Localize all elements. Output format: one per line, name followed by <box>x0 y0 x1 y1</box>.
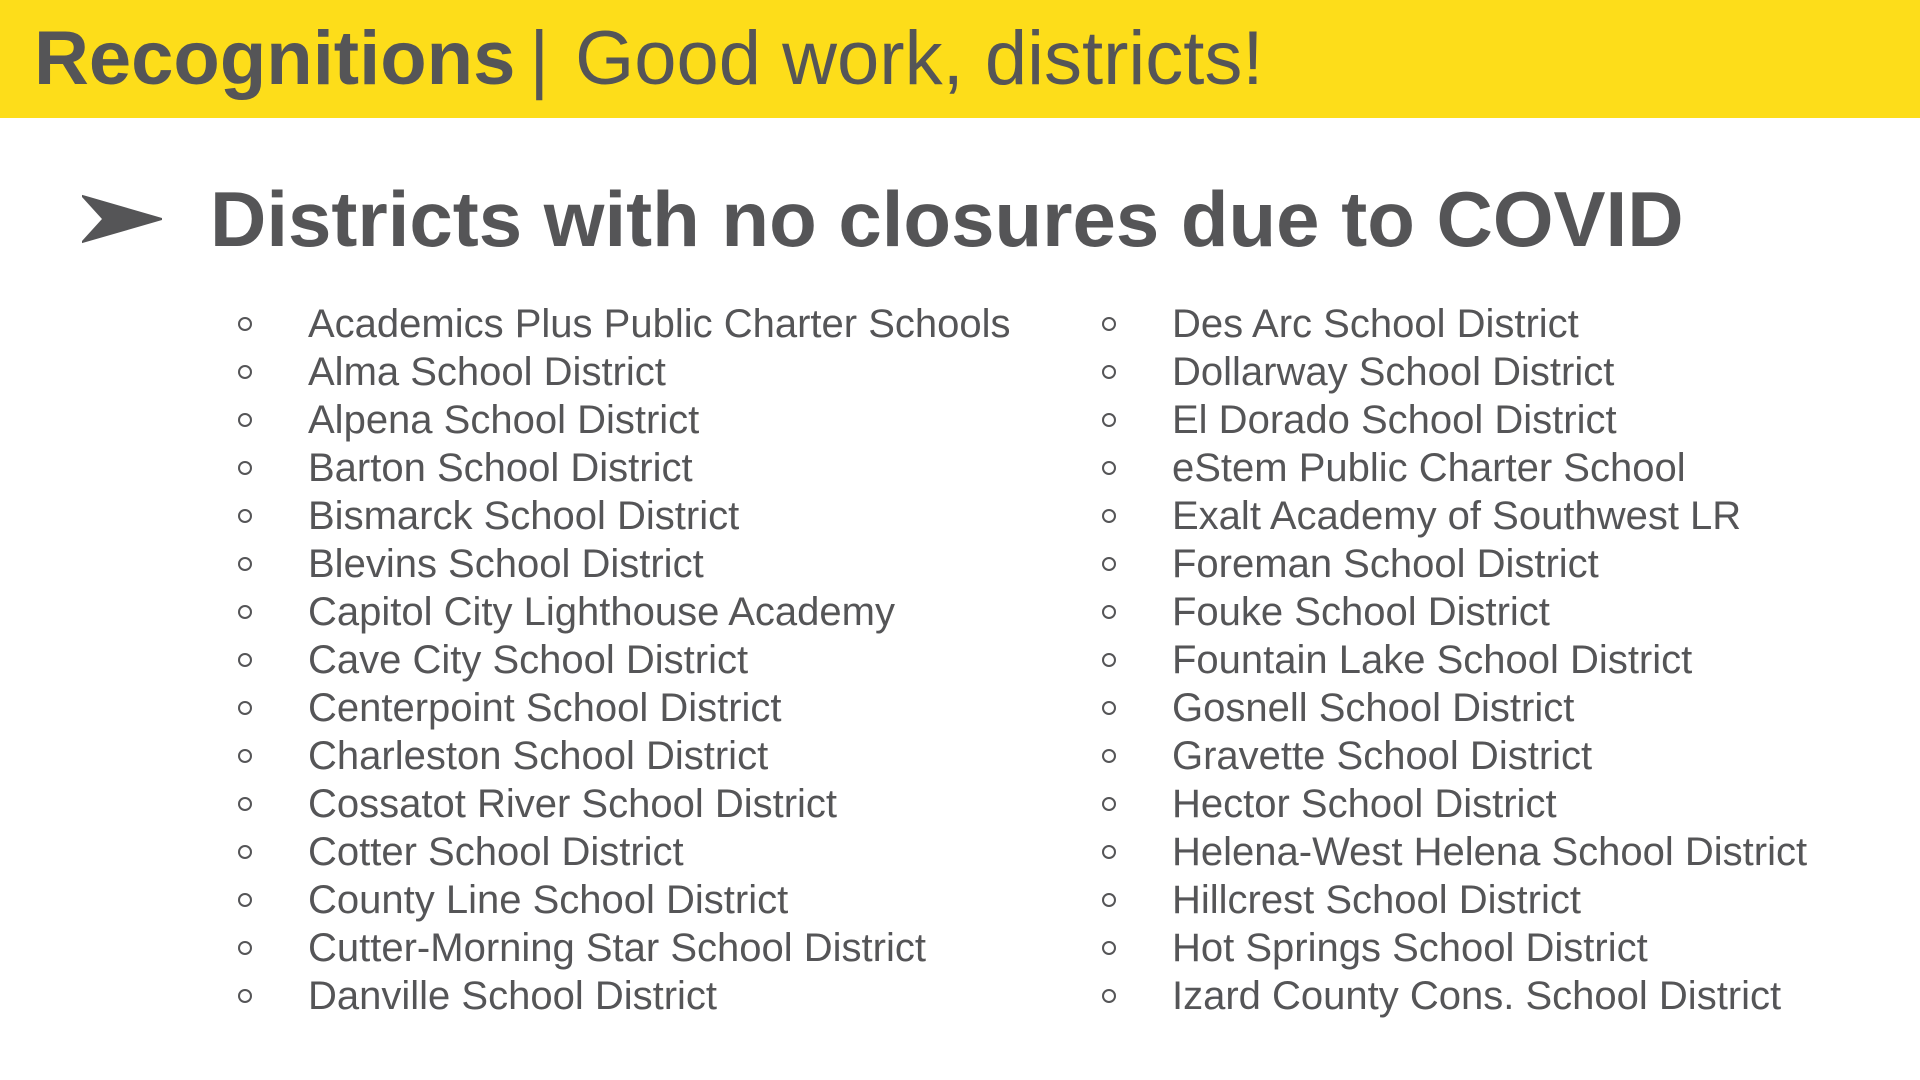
district-name: eStem Public Charter School <box>1172 446 1686 490</box>
list-item <box>230 924 1011 972</box>
district-name: Alma School District <box>308 350 666 394</box>
hollow-circle-icon <box>1102 749 1116 763</box>
list-item <box>1094 636 1807 684</box>
hollow-circle-icon <box>238 413 252 427</box>
district-name: Academics Plus Public Charter Schools <box>308 302 1011 346</box>
district-name: Hillcrest School District <box>1172 878 1581 922</box>
hollow-circle-icon <box>1102 365 1116 379</box>
hollow-circle-icon <box>238 893 252 907</box>
list-item <box>1094 540 1807 588</box>
district-name: Alpena School District <box>308 398 700 442</box>
list-item <box>230 876 1011 924</box>
list-item <box>1094 492 1807 540</box>
section-heading: Districts with no closures due to COVID <box>210 175 1684 263</box>
list-item <box>230 348 1011 396</box>
hollow-circle-icon <box>238 845 252 859</box>
section-heading-row <box>82 175 1684 263</box>
hollow-circle-icon <box>1102 701 1116 715</box>
district-name: Blevins School District <box>308 542 704 586</box>
list-item <box>230 828 1011 876</box>
district-name: Fountain Lake School District <box>1172 638 1693 682</box>
hollow-circle-icon <box>238 509 252 523</box>
hollow-circle-icon <box>238 365 252 379</box>
hollow-circle-icon <box>238 317 252 331</box>
hollow-circle-icon <box>238 749 252 763</box>
list-item <box>230 396 1011 444</box>
list-item <box>1094 924 1807 972</box>
district-name: Helena-West Helena School District <box>1172 830 1808 874</box>
hollow-circle-icon <box>1102 317 1116 331</box>
district-name: Gravette School District <box>1172 734 1593 778</box>
district-name: Cotter School District <box>308 830 684 874</box>
district-name: Foreman School District <box>1172 542 1599 586</box>
district-name: Hector School District <box>1172 782 1557 826</box>
hollow-circle-icon <box>238 989 252 1003</box>
district-name: El Dorado School District <box>1172 398 1617 442</box>
list-item <box>230 972 1011 1020</box>
district-name: Cave City School District <box>308 638 749 682</box>
list-item <box>1094 876 1807 924</box>
list-item <box>1094 348 1807 396</box>
hollow-circle-icon <box>238 941 252 955</box>
district-name: Barton School District <box>308 446 693 490</box>
district-name: Fouke School District <box>1172 590 1550 634</box>
list-item <box>1094 828 1807 876</box>
list-item <box>230 636 1011 684</box>
list-item <box>1094 780 1807 828</box>
header-bold-label: Recognitions <box>34 16 516 101</box>
district-name: Hot Springs School District <box>1172 926 1648 970</box>
arrowhead-icon <box>82 191 162 247</box>
hollow-circle-icon <box>238 797 252 811</box>
list-item <box>1094 588 1807 636</box>
list-item <box>230 540 1011 588</box>
list-item <box>230 684 1011 732</box>
district-name: Dollarway School District <box>1172 350 1615 394</box>
district-list-left <box>230 300 1011 1020</box>
list-item <box>1094 972 1807 1020</box>
district-name: Exalt Academy of Southwest LR <box>1172 494 1742 538</box>
list-item <box>230 780 1011 828</box>
district-name: Bismarck School District <box>308 494 740 538</box>
header-title-text: Good work, districts! <box>575 16 1264 101</box>
list-item <box>230 492 1011 540</box>
hollow-circle-icon <box>1102 653 1116 667</box>
hollow-circle-icon <box>1102 509 1116 523</box>
hollow-circle-icon <box>1102 413 1116 427</box>
list-item <box>1094 732 1807 780</box>
hollow-circle-icon <box>1102 557 1116 571</box>
district-name: County Line School District <box>308 878 789 922</box>
hollow-circle-icon <box>238 461 252 475</box>
district-name: Izard County Cons. School District <box>1172 974 1782 1018</box>
list-item <box>230 300 1011 348</box>
hollow-circle-icon <box>238 701 252 715</box>
hollow-circle-icon <box>1102 893 1116 907</box>
hollow-circle-icon <box>1102 989 1116 1003</box>
hollow-circle-icon <box>1102 605 1116 619</box>
header-bar <box>0 0 1920 118</box>
list-item <box>1094 300 1807 348</box>
hollow-circle-icon <box>238 557 252 571</box>
district-name: Charleston School District <box>308 734 769 778</box>
hollow-circle-icon <box>1102 461 1116 475</box>
header-title <box>34 16 1264 101</box>
district-list-right <box>1094 300 1807 1020</box>
district-name: Cutter-Morning Star School District <box>308 926 926 970</box>
hollow-circle-icon <box>1102 797 1116 811</box>
district-name: Danville School District <box>308 974 718 1018</box>
district-name: Des Arc School District <box>1172 302 1579 346</box>
list-item <box>1094 396 1807 444</box>
hollow-circle-icon <box>238 653 252 667</box>
district-name: Cossatot River School District <box>308 782 838 826</box>
district-name: Centerpoint School District <box>308 686 782 730</box>
list-item <box>1094 684 1807 732</box>
list-item <box>230 588 1011 636</box>
list-item <box>230 732 1011 780</box>
header-separator: | <box>529 16 550 101</box>
list-item <box>230 444 1011 492</box>
hollow-circle-icon <box>1102 845 1116 859</box>
district-name: Gosnell School District <box>1172 686 1575 730</box>
district-name: Capitol City Lighthouse Academy <box>308 590 895 634</box>
hollow-circle-icon <box>1102 941 1116 955</box>
hollow-circle-icon <box>238 605 252 619</box>
list-item <box>1094 444 1807 492</box>
